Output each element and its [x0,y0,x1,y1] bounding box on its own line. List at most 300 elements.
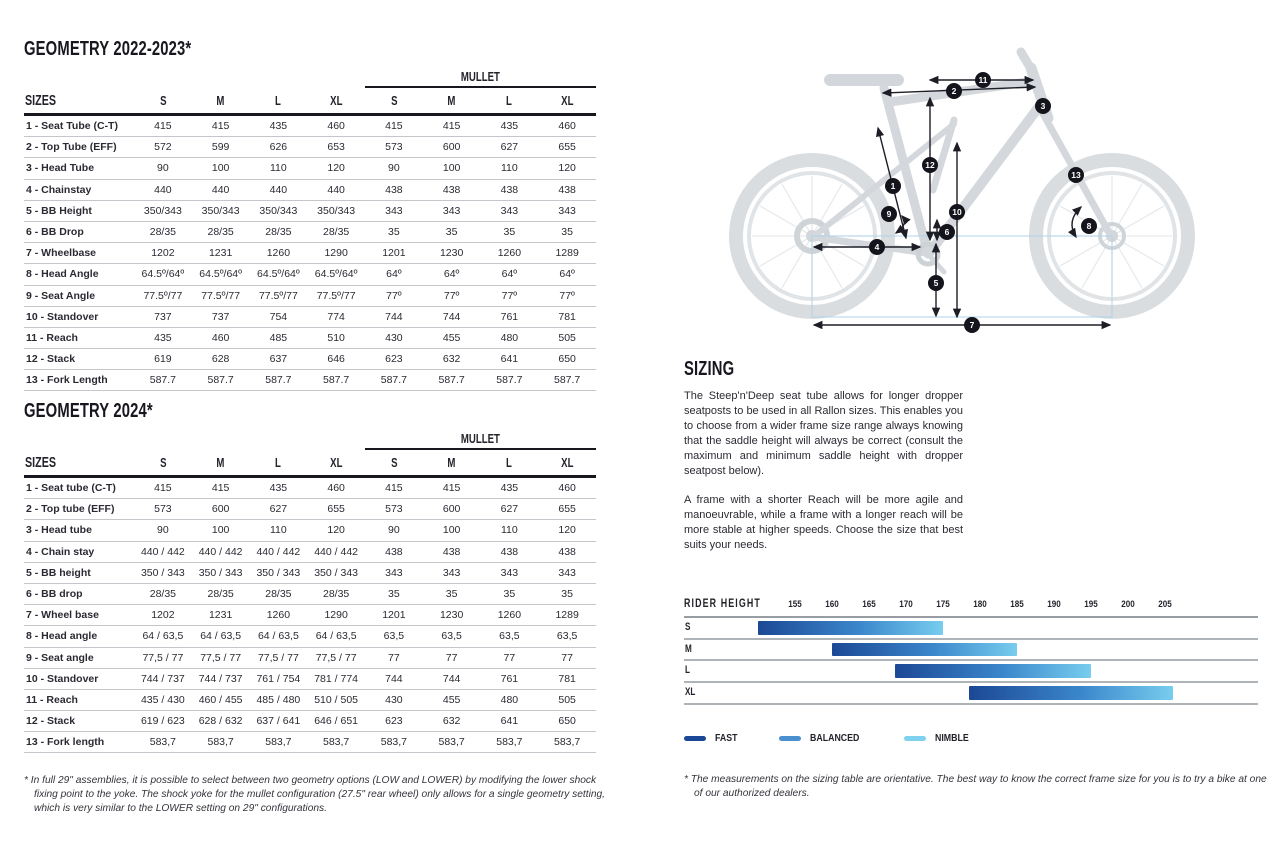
cell-value: 100 [211,162,230,175]
cell-value: 655 [558,141,576,154]
cell-value: 480 [500,693,519,706]
cell-value: 63,5 [499,630,520,643]
cell-value: 28/35 [265,588,292,601]
row-label: 4 - Chain stay [26,545,95,558]
legend-label: NIMBLE [934,733,969,744]
cell-value: 64 / 63,5 [142,630,184,643]
cell-value: 435 [500,482,519,495]
cell-value: 64º [559,268,575,281]
cell-value: 572 [154,141,172,154]
cell-value: 587.7 [438,374,465,387]
cell-value: 1231 [208,247,233,260]
row-label: 5 - BB Height [26,204,92,217]
cell-value: 28/35 [265,226,292,239]
size-column-header: S [390,93,398,108]
cell-value: 440 / 442 [256,545,301,558]
cell-value: 438 [385,545,403,558]
cell-value: 350 / 343 [314,566,359,579]
cell-value: 77,5 / 77 [257,651,299,664]
dimension-marker-number: 9 [886,209,892,219]
size-column-header: XL [560,455,574,470]
cell-value: 100 [442,524,461,537]
handlebar [1021,52,1034,74]
table-row [24,201,596,222]
row-label: 5 - BB height [26,566,91,579]
cell-value: 587.7 [149,374,177,387]
cell-value: 650 [558,353,576,366]
cell-value: 438 [500,545,519,558]
rider-height-chart [684,593,1258,705]
cell-value: 573 [154,503,172,516]
cell-value: 35 [388,588,400,601]
size-column-header: L [275,93,282,108]
legend-label: BALANCED [809,733,859,744]
chart-rows [684,618,1258,705]
row-label: 6 - BB Drop [26,226,84,239]
chart-row [684,661,1258,683]
cell-value: 744 [442,310,461,323]
cell-value: 28/35 [149,226,177,239]
cell-value: 774 [327,310,345,323]
sizing-footnote: * The measurements on the sizing table are orientative. The best way to know the correct frame size for you is to try a bike at one of our authorized dealers. [684,774,1267,799]
cell-value: 77,5 / 77 [142,651,184,664]
axis-tick-label: 180 [973,599,987,610]
height-range-bar [758,621,943,635]
sizing-section [684,358,963,553]
size-column-header: XL [329,93,343,108]
cell-value: 64 / 63,5 [315,630,357,643]
cell-value: 64.5º/64º [257,268,300,281]
sizes-header: SIZES [25,92,57,109]
cell-value: 1230 [439,247,464,260]
table-row [24,222,596,243]
cell-value: 1202 [151,609,175,622]
cell-value: 1260 [497,609,522,622]
row-label: 3 - Head tube [26,524,92,537]
cell-value: 35 [445,226,458,239]
cell-value: 77.5º/77 [201,289,241,302]
cell-value: 600 [442,141,461,154]
dimension-marker-number: 13 [1071,170,1081,180]
axis-tick-label: 200 [1121,599,1136,610]
cell-value: 619 [154,353,172,366]
cell-value: 455 [442,331,461,344]
dimension-marker-number: 2 [951,86,957,96]
cell-value: 1289 [555,247,579,260]
table-row [24,669,596,690]
cell-value: 440 [211,183,230,196]
cell-value: 460 [327,120,345,133]
cell-value: 440 [269,183,288,196]
legend-item [684,733,741,744]
cell-value: 600 [211,503,230,516]
saddle [824,74,904,86]
table-row [24,563,596,584]
cell-value: 343 [385,566,403,579]
cell-value: 77 [561,651,573,664]
cell-value: 646 [327,353,345,366]
chart-row-label: M [685,642,692,655]
cell-value: 744 / 737 [140,672,185,685]
axis-tick-label: 170 [899,599,913,610]
cell-value: 35 [388,226,400,239]
cell-value: 632 [442,353,461,366]
cell-value: 440 / 442 [314,545,359,558]
row-label: 7 - Wheelbase [26,247,97,260]
cell-value: 28/35 [322,588,350,601]
legend-swatch-icon [779,736,801,741]
cell-value: 77.5º/77 [258,289,298,302]
mullet-label: MULLET [365,431,596,450]
cell-value: 90 [388,162,400,175]
mullet-header-row [24,66,596,88]
cell-value: 120 [558,524,576,537]
cell-value: 1260 [266,247,291,260]
table-row [24,264,596,285]
cell-value: 343 [385,204,403,217]
cell-value: 587.7 [207,374,234,387]
table-row [24,690,596,711]
cell-value: 350/343 [201,204,240,217]
dimension-marker-number: 6 [944,227,950,237]
chart-header [684,593,1258,618]
cell-value: 90 [157,162,169,175]
cell-value: 435 [269,482,288,495]
cell-value: 632 [442,715,461,728]
cell-value: 430 [385,331,403,344]
cell-value: 350/343 [317,204,356,217]
cell-value: 480 [500,331,519,344]
table-row [24,243,596,264]
row-label: 8 - Head angle [26,630,98,643]
geometry-2024-title: GEOMETRY 2024* [24,400,153,422]
cell-value: 583,7 [380,736,408,749]
cell-value: 460 [211,331,230,344]
row-label: 6 - BB drop [26,588,83,601]
cell-value: 587.7 [496,374,523,387]
axis-tick-label: 165 [862,599,876,610]
table-header-row [24,450,596,478]
row-label: 8 - Head Angle [26,268,99,281]
dimension-marker-number: 3 [1040,101,1046,111]
dimension-marker-number: 5 [933,278,939,288]
sizes-header: SIZES [25,454,57,471]
cell-value: 1290 [324,609,348,622]
cell-value: 64º [386,268,402,281]
table-row [24,180,596,201]
cell-value: 63,5 [383,630,405,643]
cell-value: 438 [442,545,461,558]
cell-value: 415 [385,120,403,133]
cell-value: 583,7 [322,736,350,749]
cell-value: 110 [270,524,287,537]
cell-value: 587.7 [553,374,581,387]
cell-value: 28/35 [149,588,177,601]
cell-value: 440 [154,183,172,196]
geometry-footnote: * In full 29" assemblies, it is possible to select between two geometry options (LOW and LOWER) by modifying the lower shock fixing point to the yoke. The shock yoke for the mullet configuration (27.5" rear wheel) only allows for a single geometry setting, which is very similar to the LOWER setting on 29" configurations. [24,775,606,814]
cell-value: 761 / 754 [256,672,301,685]
row-label: 12 - Stack [26,715,76,728]
row-label: 7 - Wheel base [26,609,99,622]
cell-value: 77º [559,289,575,302]
cell-value: 35 [561,226,573,239]
cell-value: 583,7 [265,736,292,749]
cell-value: 415 [154,120,172,133]
dimension-marker-number: 12 [925,160,935,170]
table-row [24,307,596,328]
row-label: 13 - Fork Length [26,374,108,387]
cell-value: 343 [442,566,461,579]
row-label: 1 - Seat tube (C-T) [26,482,116,495]
cell-value: 438 [385,183,403,196]
size-column-header: M [216,455,225,470]
table-row [24,349,596,370]
dimension-marker-number: 7 [969,320,975,330]
cell-value: 637 / 641 [256,715,301,728]
cell-value: 1201 [382,609,406,622]
cell-value: 64.5º/64º [141,268,185,281]
row-label: 11 - Reach [26,331,78,344]
mullet-label: MULLET [365,69,596,88]
size-column-header: L [275,455,282,470]
cell-value: 744 / 737 [198,672,243,685]
cell-value: 350 / 343 [140,566,185,579]
axis-tick-label: 155 [788,599,802,610]
table-row [24,499,596,520]
dimension-marker-number: 8 [1086,221,1092,231]
table-row [24,328,596,349]
cell-value: 343 [558,566,576,579]
cell-value: 430 [385,693,403,706]
cell-value: 1260 [497,247,522,260]
chart-row-label: XL [685,686,696,699]
cell-value: 120 [558,162,576,175]
cell-value: 435 [154,331,172,344]
cell-value: 438 [442,183,461,196]
chart-row-label: L [685,664,690,677]
cell-value: 64 / 63,5 [257,630,299,643]
table-header-row [24,88,596,116]
cell-value: 655 [327,503,345,516]
cell-value: 415 [442,120,461,133]
axis-tick-label: 175 [936,599,950,610]
cell-value: 28/35 [322,226,350,239]
cell-value: 438 [558,183,576,196]
cell-value: 120 [327,162,345,175]
cell-value: 415 [154,482,172,495]
row-label: 12 - Stack [26,353,76,366]
cell-value: 583,7 [207,736,234,749]
cell-value: 600 [442,503,461,516]
dimension-marker-number: 1 [890,181,896,191]
cell-value: 587.7 [380,374,408,387]
legend-swatch-icon [684,736,706,741]
sizing-paragraph-2: A frame with a shorter Reach will be more agile and manoeuvrable, while a frame with a longer reach will be more stable at higher speeds. Choose the size that best suits your needs. [684,494,963,551]
chart-row-label: S [685,621,691,633]
row-label: 3 - Head Tube [26,162,95,175]
row-label: 2 - Top tube (EFF) [26,503,115,516]
cell-value: 77º [386,289,402,302]
cell-value: 455 [442,693,461,706]
cell-value: 343 [558,204,576,217]
cell-value: 737 [211,310,230,323]
axis-tick-label: 160 [825,599,839,610]
cell-value: 110 [270,162,287,175]
cell-value: 440 [327,183,345,196]
cell-value: 737 [154,310,172,323]
cell-value: 64º [501,268,518,281]
dimension-marker-number: 11 [978,75,988,85]
cell-value: 63,5 [441,630,462,643]
cell-value: 1290 [324,247,348,260]
cell-value: 35 [561,588,573,601]
cell-value: 587.7 [265,374,292,387]
cell-value: 637 [269,353,288,366]
cell-value: 90 [157,524,169,537]
cell-value: 350 / 343 [198,566,243,579]
table-row [24,648,596,669]
height-range-bar [969,686,1173,700]
sizing-title: SIZING [684,358,735,380]
cell-value: 1231 [208,609,233,622]
axis-tick-label: 195 [1084,599,1099,610]
row-label: 13 - Fork length [26,736,105,749]
table-row [24,286,596,307]
cell-value: 655 [558,503,576,516]
axis-tick-label: 185 [1010,599,1025,610]
cell-value: 761 [500,310,519,323]
mullet-header-row [24,428,596,450]
cell-value: 619 / 623 [140,715,185,728]
table-row [24,605,596,626]
legend-swatch-icon [904,736,926,741]
cell-value: 627 [500,503,519,516]
geometry-2022-title: GEOMETRY 2022-2023* [24,38,192,60]
cell-value: 77 [445,651,458,664]
cell-value: 641 [500,353,519,366]
cell-value: 460 [558,482,576,495]
cell-value: 1202 [151,247,175,260]
height-range-bar [895,664,1091,678]
cell-value: 626 [269,141,288,154]
cell-value: 438 [500,183,519,196]
cell-value: 77º [443,289,460,302]
cell-value: 510 [327,331,345,344]
cell-value: 599 [211,141,230,154]
cell-value: 460 / 455 [198,693,243,706]
cell-value: 415 [211,482,230,495]
cell-value: 77.5º/77 [316,289,356,302]
cell-value: 761 [500,672,519,685]
legend-item [779,733,866,744]
cell-value: 744 [385,310,403,323]
seat-angle-arc [896,216,904,233]
dimension-marker-number: 4 [874,242,880,252]
cell-value: 77,5 / 77 [315,651,357,664]
geometry-2024-table [24,428,596,753]
bike-geometry-diagram [690,10,1270,350]
size-column-header: L [506,93,513,108]
cell-value: 754 [269,310,288,323]
size-column-header: M [447,455,456,470]
cell-value: 438 [558,545,576,558]
cell-value: 744 [442,672,461,685]
row-label: 10 - Standover [26,672,99,685]
cell-value: 460 [558,120,576,133]
cell-value: 653 [327,141,345,154]
table-row [24,158,596,179]
cell-value: 64.5º/64º [314,268,358,281]
cell-value: 77 [388,651,400,664]
dimension-marker-number: 10 [952,207,962,217]
cell-value: 435 / 430 [140,693,185,706]
cell-value: 350/343 [143,204,182,217]
size-column-header: L [506,455,513,470]
size-column-header: XL [329,455,343,470]
cell-value: 343 [442,204,461,217]
head-angle-arc [1072,207,1081,237]
cell-value: 583,7 [496,736,523,749]
chart-legend [684,733,973,744]
cell-value: 440 / 442 [198,545,243,558]
row-label: 10 - Standover [26,310,99,323]
cell-value: 100 [211,524,230,537]
cell-value: 28/35 [207,226,234,239]
cell-value: 440 / 442 [140,545,185,558]
size-column-header: S [159,455,167,470]
cell-value: 415 [385,482,403,495]
cell-value: 77.5º/77 [143,289,183,302]
cell-value: 77º [501,289,518,302]
table-row [24,116,596,137]
table-row [24,478,596,499]
cell-value: 350 / 343 [256,566,301,579]
table-row [24,626,596,647]
sizing-paragraph-1: The Steep'n'Deep seat tube allows for longer dropper seatposts to be used in all Rallon sizes. This enables you to choose from a wider frame size range always knowing that the saddle height will always be correct (consult the maximum and minimum saddle height with dropper seatpost below). [684,390,963,477]
cell-value: 35 [445,588,458,601]
geometry-2022-table [24,66,596,391]
cell-value: 623 [385,715,403,728]
table-row [24,137,596,158]
cell-value: 415 [442,482,461,495]
table-row [24,711,596,732]
chart-row [684,640,1258,662]
cell-value: 623 [385,353,403,366]
cell-value: 573 [385,141,403,154]
cell-value: 35 [503,226,516,239]
cell-value: 90 [388,524,400,537]
chart-row [684,683,1258,705]
cell-value: 64º [443,268,460,281]
cell-value: 505 [558,331,576,344]
cell-value: 583,7 [438,736,465,749]
geometry-2022-section [24,38,596,391]
cell-value: 485 [269,331,288,344]
cell-value: 1201 [382,247,406,260]
cell-value: 646 / 651 [314,715,359,728]
cell-value: 1260 [266,609,291,622]
cell-value: 350/343 [259,204,298,217]
cell-value: 110 [501,524,518,537]
cell-value: 343 [500,566,519,579]
cell-value: 485 / 480 [256,693,301,706]
cell-value: 510 / 505 [314,693,359,706]
cell-value: 77,5 / 77 [200,651,242,664]
table-row [24,584,596,605]
row-label: 11 - Reach [26,693,78,706]
size-column-header: XL [560,93,574,108]
cell-value: 110 [501,162,518,175]
